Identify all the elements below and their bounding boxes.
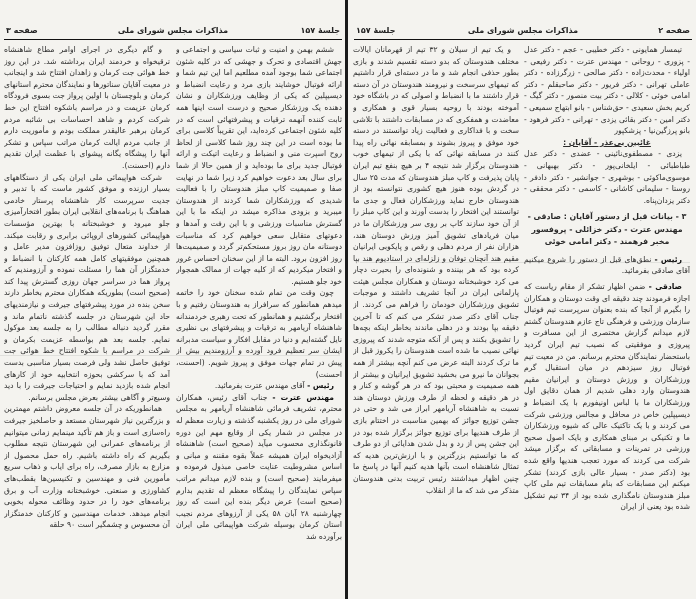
speaker-name: رئیس -: [307, 381, 334, 391]
session-number: جلسهٔ ۱۵۷: [300, 26, 340, 35]
paragraph: و گام دیگری در اجرای اوامر مطاع شاهنشاه ترقیخواه و خردمند ایران برداشته شد. در این روز خط هوائی جت کرمان و زاهدان افتتاح شد و اینجانب در معیت آقایان سناتورها و نمایندگان محترم استانهای کرمان و بلوچستان با اولین پرواز جت بسوی فرودگاه کرمان عزیمت و در مراسم باشکوه افتتاح این خط شرکت کردم و شاهد احساسات بی شائبه مردم کرمان برهبر عالیقدر مملکت بودم و مأموریت دارم از جانب مردم ایالت کرمان مراتب سپاس و تشکر آنها را پیشگاه یگانه پیشوای با عظمت ایران تقدیم دارم (احسنت).: [4, 45, 170, 170]
unexcused-absentees-heading: غائبین بی‌عذر - آقایان :: [563, 137, 651, 147]
scan-fold-line: [0, 355, 340, 356]
speech-text: آقای مهندس عترت بفرمائید.: [214, 381, 308, 391]
text-column-right: [176, 44, 342, 592]
page-divider: [345, 0, 348, 599]
page-number: صفحه ۲: [658, 26, 690, 35]
speaker-name: مهندس عترت -: [272, 392, 334, 402]
publication-title: مذاکرات مجلس شورای ملی: [117, 26, 229, 35]
speech-text: ضمن اظهار تشکر از مقام ریاست که اجازه فرمودند چند دقیقه ای وقت دوستان و همکاران را بگیرم از آنجا که بنده بعنوان سرپرست تیم فوتبال سازمان ورزشی و فرهنگی تاج عازم هندوستان گشتم لازم میدانم گزارش مختصری از این مسافرت و پیروزی و موفقیتی که نصیب تیم ایران گردید باستحضار نمایندگان محترم برسانم. من در معیت تیم فوتبال روز سیزدهم در میان استقبال گرم ورزشکاران و ورزش دوستان و ایرانیان مقیم هندوستان وارد دهلی شدیم از همان دقایق اول ورزشکاران ما با لباس اونیفورم با یک انضباط و دیسیپلین خاص در محافل و مجالس ورزشی شرکت می کردند و با یک تاکتیک عالی که شیوه ورزشکاران ما و تکنیکی بر مبنای همکاری و بایک اصول صحیح ورزشی در تمرینات و مسابقاتی که برگزار میشد شرکت می کردند که مورد تعجب هندیها واقع شده بود (دکتر صدر - بسیار عالی بازی کردند) تشکر میکنم این مسابقات که بنام مسابقات تیم ملی کاپ مبلز هندوستان نامگذاری شده بود از ۳۴ تیم تشکیل شده بود یعنی از ایران: [524, 282, 690, 512]
right-page: [350, 0, 696, 599]
left-page: [0, 0, 346, 599]
paragraph: ششم بهمن و امنیت و ثبات سیاسی و اجتماعی و جهش اقتصادی و تحرک و جهشی که در کلیه شئون اجتماعی شما بوجود آمده مطلعیم اما این تیم شما و ارائه فوتبال خوشایند بازی مرد و رعایت انضباط و دیسیپلین که یکی از وظایف ورزشکاران و نشان دهنده یک ورزشکار صحیح و درست است اینها همه ثابت کننده آنهمه ترقیات و پیشرفتهائی است که در کلیه شئون اجتماعی کرده‌اید، این تقریباً کلاسی برای ما بوده است در این چند روز شما کلاسی از لحاظ روح اسپرت منی و انضباط و رعایت اتیکت و ارائه فوتبال جدید برای ما بوده‌اید و از همین حالا از شما برای سال بعد دعوت خواهیم کرد زیرا شما در نهایت صفا و صمیمیت کاپ مبلز هندوستان را با فعالیت شدیدی که ورزشکاران شما کردند از هندوستان میبرید و بزودی مذاکره میشد در اینکه ما با این گسترش مناسبات ورزشی و با این رفت و آمدها و دعوتهای متقابل سعی خواهیم کرد که مناسبات دوستانه مان روز بروز مستحکم‌تر گردد و صمیمیت‌ها روز افزون برود. البته ما از این سخنان احساس غرور و افتخار میکردیم که از کلیه جهات از ممالک همجوار خود جلو هستیم.: [176, 45, 342, 286]
paragraph: شرکت هواپیمائی ملی ایران یکی از دستگاههای بسیار ارزنده و موفق کشور ماست که با تدبیر و جدیت سرپرست کار شاهنشاه پرستار خادمی هماهنگ با برنامه‌های انقلابی ایران بطور افتخارآمیزی جلو میرود و خوشبختانه با بهترین مؤسسات هواپیمائی کشورهای اروپائی برابری و رقابت میکند. از خداوند متعال توفیق روزافزون مدیر عامل و همچنین موفقیتهای کامل همه کارکنان با انضباط و خدمتگزار آن هما را مسئلت نموده و آرزومندیم که پرواز هما در سراسر جهان روزی گسترش پیدا کند (صحیح است) بطوریکه همکاران محترم بخاطر دارند سخن بنده در مورد پیشرفتهای جیرفت و نیازمندیهای حاد این شهرستان در جلسه گذشته ناتمام ماند و مقرر گردید دنباله مطالب را به جلسه بعد موکول نمایم. جلسه بعد هم بواسطه عزیمت بکرمان و شرکت در مراسم با شکوه افتتاح خط هوائی جت توفیق حاصل نشد ولی فرصت بسیار مناسبی بدست آمد که با سرکشی بحوزه انتخابیه خود از کارهای انجام شده بازدید نمایم و احتیاجات جیرفت را با دید وسیع‌تر و آگاهی بیشتر بعرض مجلس برسانم.: [4, 172, 170, 402]
speech-paragraph: [524, 281, 690, 513]
page-header: [354, 26, 692, 40]
speech-paragraph: [176, 392, 342, 543]
paragraph: و یک تیم از سیلان و ۳۲ تیم از قهرمانان ایالات مختلف هندوستان که بدو دسته تقسیم شدند و بازی بطور حذفی انجام شد و ما در دسته‌ای قرار داشتیم که تیمهای سرسخت و نیرومند هندوستان در آن دسته قرار داشتند ما با انضباط و اصولی که در باشگاه خود آموخته بودند با روحیه بسیار قوی و همکاری و معاضدت و همفکری که در مسابقات داشتند با تلاشی سخت و با فداکاری و فعالیت زیاد توانستند در دسته خود موفق و پیروز بشوند و بمسابقه نهائی راه پیدا کنند در مسابقه نهائی که با یکی از تیمهای خوب هندوستان برگزار شد نتیجه ۴ بر هیچ بنفع تیم ایران پایان پذیرفت و کاپ مبلز هندوستان که مدت ۲۵ سال در گردش بوده هنوز هیچ کشوری نتوانسته بود از هندوستان خارج نماید ورزشکاران فعال و جدی ما توانستند این افتخار را بدست آورند و این کاپ مبلز را از آن خود سازند کاپ بر روی سر ورزشکاران ما در میان فریادهای تشویق آمیز ورزش دوستان هند، هزاران نفر از مردم دهلی و رقص و پایکوبی ایرانیان مقیم هند آنچنان توفان و زلزله‌ای در استادیوم هند بپا کرده بود که هر بیننده و شنونده‌ای را بحیرت دچار می کرد خوشبختانه دوستان و همکاران مجلس هیئت پارلمانی ایران در آنجا تشریف داشتند و موجبات تشویق ورزشکاران خودمان را فراهم می کردند. از جناب آقای دکتر صدر تشکر می کنم که تا آخرین دقیقه بپا بودند و در دهلی ماندند بخاطر اینکه بچه‌ها را تشویق بکنند و پس از آنکه متوجه شدند که پیروزی نهائی نصیب ما شده است هندوستان را یکروز قبل از ما ترک کردند البته عرض می کنم آنچه بیشتر از همه بجوانان ما نیرو می بخشید تشویق ایرانیان و بیشتر از همه صمیمیت و محبتی بود که در هر گوشه و کنار و در هر دقیقه و لحظه از طرف ورزش دوستان هند نسبت به شاهنشاه آریامهر ابراز می شد و حتی در جشن توزیع جوائز که بهمین مناسبت در اختتام بازی از طرف هندیها برای توزیع جوائز برگزار شده بود در این جشن پس از رد و بدل شدن هدایائی از دو طرف که ما توانستیم بزرگترین و با ارزش‌ترین هدیه که تمثال شاهنشاه است بآنها هدیه کنیم آنها در پاسخ ما چنین اظهار میداشتند رئیس تربیت بدنی هندوستان متذکر می شد که ما از انقلاب: [353, 45, 519, 495]
speaker-name: رئیس -: [654, 254, 682, 264]
speech-paragraph: [524, 254, 690, 277]
session-number: جلسهٔ ۱۵۷: [356, 26, 396, 35]
paragraph: چون وقت من تمام شده سخنان خود را خاتمه میدهم همانطور که سرافراز به هندوستان رفتیم و با افتخار برگشتیم و همانطور که تحت رهبری خردمندانه شاهنشاه آریامهر به ترقیات و پیشرفتهای بی نظیری نایل گشته‌ایم و دنیا در مقابل افکار و سیاست مدبرانه ایشان سر تعظیم فرود آورده و آرزومندیم بیش از پیش در تمام جهات موفق و پیروز شویم. (احسنت، احسنت): [176, 288, 342, 379]
text-column-left: [353, 44, 519, 592]
page-number: صفحه ۳: [6, 26, 38, 35]
speech-text: جناب آقای رئیس، همکاران محترم، تشریف فرمائی شاهنشاه آریامهر به مجلس شورای ملی در روز یکشنبه گذشته و زیارت معظم له در مجلس در شمار یکی از وقایع مهم این دوره قانونگذاری محسوب میآید (صحیح است) شاهنشاه آزادیخواه ایران همیشه عملاً بقوه مقننه و مبانی و اساس مشروطیت عنایت خاصی مبذول فرموده و میفرمایند (صحیح است) و بنده لازم میدانم مراتب سپاس نمایندگان را پیشگاه معظم له تقدیم بدارم (صحیح است) عرض دیگر بنده این است که روز چهارشنبه ۲۸ آبان ۵۸ یکی از آرزوهای مردم نجیب استان کرمان بوسیله شرکت هواپیمائی ملی ایران برآورده شد: [176, 392, 342, 541]
section-heading: ۳ - بیانات قبل از دستور آقایان : صادقی - مهندس عترت - دکتر خزائلی - پروفسور مخبر فرهمند - دکتر امامی خوئی: [527, 212, 687, 247]
excused-absentees: تیمسار همایونی - دکتر خطیبی - عجم - دکتر عدل - پزوری - روحانی - مهندس عترت - دکتر رفیعی - اولیاء - محدث‌زاده - دکتر صالحی - زرگرزاده - دکتر عاملی تهرانی - دکتر فریور - دکتر صاحبقلم - دکتر امامی خوئی - کلالی - دکتر بیت منصور - دکتر گیگ - کریم بخش سعیدی - حق‌شناس - بانو ابتهاج سمیعی - دکتر امین - دکتر بقائی یزدی - تهرانی - دکتر فرهود - بانو پرزگین‌نیا - پزشکپور: [524, 45, 690, 136]
scan-fold-line: [360, 262, 690, 263]
speaker-name: صادقی -: [648, 282, 682, 291]
text-column-right: [524, 44, 690, 592]
speech-text: نطق‌های قبل از دستور را شروع میکنیم آقای صادقی بفرمائید.: [524, 254, 690, 276]
speech-paragraph: [176, 380, 342, 392]
paragraph: همانطوریکه در آن جلسه معروض داشتم مهمترین و بزرگترین نیاز شهرستان مستعد و حاصلخیز جیرفت راه‌سازی است و باز هم تأکید مینمایم زمانی میتوانیم از برنامه‌های عمرانی این شهرستان نتیجه مطلوب بگیریم که راه داشته باشیم. راه حمل محصول از مزارع به بازار مصرف، راه برای ایاب و ذهاب سریع مأمورین فنی و مهندسین و تکنیسین‌ها بقطب‌های کشاورزی و صنعتی. خوشبختانه وزارت آب و برق برنامه‌های خود را در حدود وظائف محوله بخوبی انجام میدهد. خدمات مهندسین و کارکنان خدمتگزار آن محسوس و چشمگیر است ۹۰ حلقه: [4, 404, 170, 530]
page-header: [4, 26, 342, 40]
publication-title: مذاکرات مجلس شورای ملی: [467, 26, 579, 35]
text-column-left: [4, 44, 170, 592]
unexcused-absentees: یزدی - مصطفوی‌نائینی - عضدی - دکتر عدل طباطبائی - ایلخانی‌پور - دکتر بهبهانی - موسوی‌ماکوئی - بوشهری - جوانشیر - دکتر دادفر - روستا - سلیمانی کاشانی - کاسمی - دکتر محققی - دکتر یزدان‌پناه.: [524, 149, 690, 205]
